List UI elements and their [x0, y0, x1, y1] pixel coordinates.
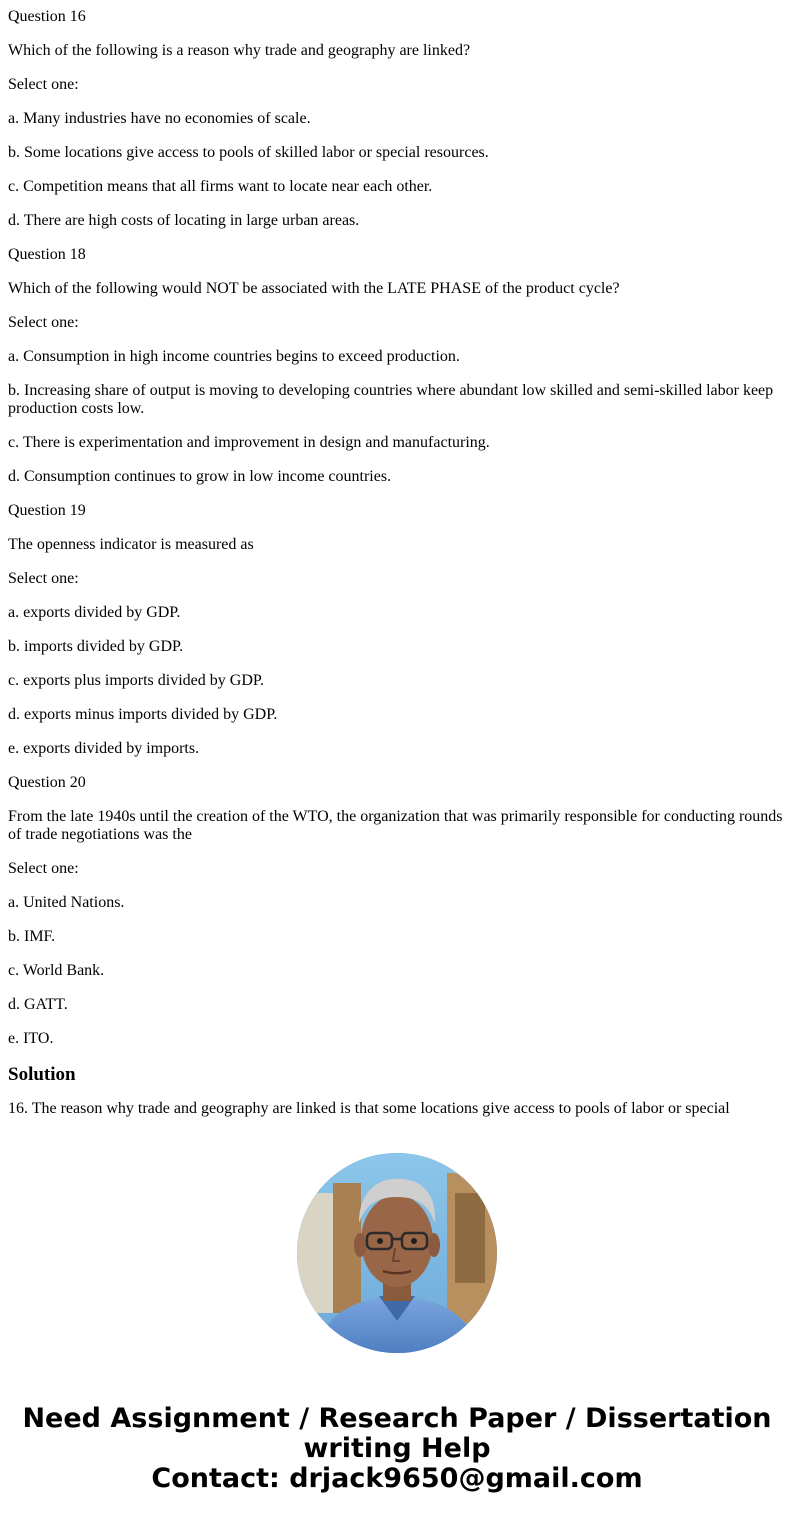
author-photo-icon — [297, 1153, 497, 1353]
promo-contact: Contact: drjack9650@gmail.com — [151, 1463, 643, 1494]
question-title: Question 18 — [8, 246, 86, 263]
select-one-label: Select one: — [8, 570, 79, 587]
answer-option: a. exports divided by GDP. — [8, 604, 181, 621]
answer-option: a. United Nations. — [8, 894, 125, 911]
answer-option: a. Consumption in high income countries begins to exceed production. — [8, 348, 460, 365]
answer-option: d. There are high costs of locating in large urban areas. — [8, 212, 360, 229]
solution-text: 16. The reason why trade and geography are linked is that some locations give access to pools of labor or special — [8, 1100, 730, 1117]
promo-line: Need Assignment / Research Paper / Dissertation — [22, 1403, 772, 1434]
question-prompt: The openness indicator is measured as — [8, 536, 254, 553]
select-one-label: Select one: — [8, 76, 79, 93]
document-body — [8, 0, 786, 1122]
answer-option: a. Many industries have no economies of scale. — [8, 110, 311, 127]
answer-option: d. Consumption continues to grow in low income countries. — [8, 468, 392, 485]
author-avatar — [297, 1153, 497, 1353]
answer-option: e. ITO. — [8, 1030, 54, 1047]
question-title: Question 20 — [8, 774, 86, 791]
select-one-label: Select one: — [8, 860, 79, 877]
select-one-label: Select one: — [8, 314, 79, 331]
answer-option: c. World Bank. — [8, 962, 105, 979]
question-prompt: Which of the following would NOT be associated with the LATE PHASE of the product cycle? — [8, 280, 620, 297]
answer-option: e. exports divided by imports. — [8, 740, 200, 757]
question-title: Question 16 — [8, 8, 86, 25]
question-prompt: Which of the following is a reason why trade and geography are linked? — [8, 42, 471, 59]
solution-heading: Solution — [8, 1064, 76, 1085]
answer-option: d. exports minus imports divided by GDP. — [8, 706, 278, 723]
answer-option: c. exports plus imports divided by GDP. — [8, 672, 264, 689]
question-prompt: From the late 1940s until the creation of the WTO, the organization that was primarily responsible for conducting rounds of trade negotiations was the — [8, 808, 783, 843]
answer-option: b. Increasing share of output is moving to developing countries where abundant low skilled and semi-skilled labor keep production costs low. — [8, 382, 774, 417]
promo-line: writing Help — [303, 1433, 491, 1464]
answer-option: b. IMF. — [8, 928, 56, 945]
promo-banner — [0, 1404, 794, 1494]
answer-option: c. Competition means that all firms want to locate near each other. — [8, 178, 433, 195]
question-title: Question 19 — [8, 502, 86, 519]
answer-option: b. imports divided by GDP. — [8, 638, 184, 655]
answer-option: b. Some locations give access to pools of skilled labor or special resources. — [8, 144, 489, 161]
answer-option: d. GATT. — [8, 996, 68, 1013]
answer-option: c. There is experimentation and improvement in design and manufacturing. — [8, 434, 490, 451]
